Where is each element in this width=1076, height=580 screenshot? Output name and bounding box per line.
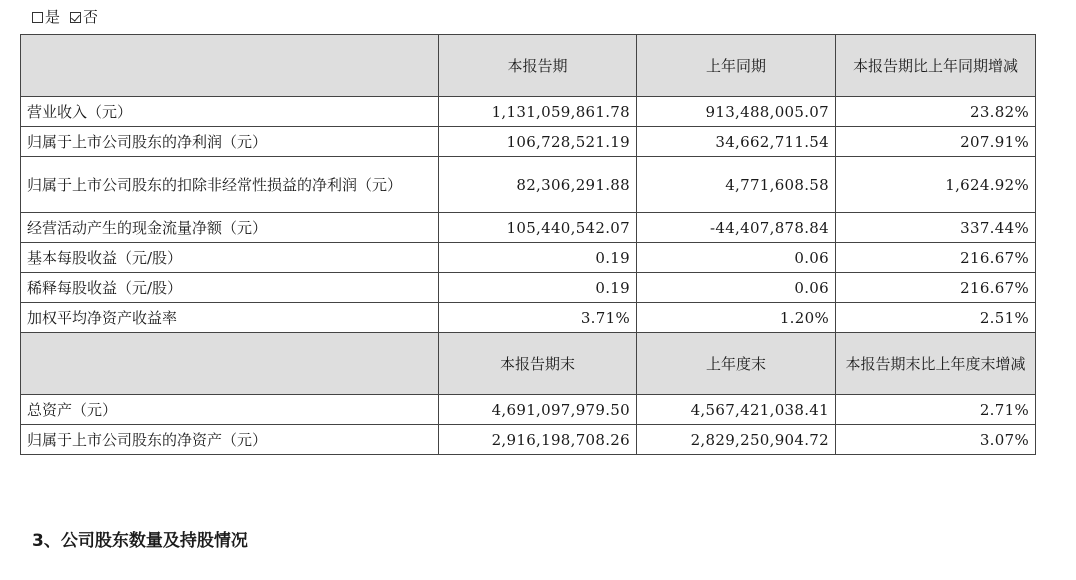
header-prior-year-end: 上年度末 [637, 333, 836, 395]
table-row [21, 273, 1036, 303]
current-value: 2,916,198,708.26 [439, 425, 637, 455]
current-value: 4,691,097,979.50 [439, 395, 637, 425]
table-row [21, 127, 1036, 157]
current-value: 3.71% [439, 303, 637, 333]
current-value: 106,728,521.19 [439, 127, 637, 157]
change-value: 216.67% [836, 243, 1036, 273]
no-checkbox-checked-icon[interactable] [70, 12, 81, 23]
current-value: 0.19 [439, 243, 637, 273]
period-header-row [21, 35, 1036, 97]
row-label: 归属于上市公司股东的净资产（元） [21, 425, 439, 455]
change-value: 1,624.92% [836, 157, 1036, 213]
table-row [21, 97, 1036, 127]
row-label: 基本每股收益（元/股） [21, 243, 439, 273]
prior-value: 913,488,005.07 [637, 97, 836, 127]
prior-value: 0.06 [637, 243, 836, 273]
prior-value: -44,407,878.84 [637, 213, 836, 243]
header-blank-cell [21, 35, 439, 97]
table-row [21, 213, 1036, 243]
yes-checkbox-icon[interactable] [32, 12, 43, 23]
section-heading: 3、公司股东数量及持股情况 [32, 531, 248, 551]
change-value: 207.91% [836, 127, 1036, 157]
row-label: 营业收入（元） [21, 97, 439, 127]
table-row [21, 157, 1036, 213]
table-row [21, 425, 1036, 455]
header-current-period-end: 本报告期末 [439, 333, 637, 395]
table-row [21, 303, 1036, 333]
prior-value: 4,567,421,038.41 [637, 395, 836, 425]
change-value: 23.82% [836, 97, 1036, 127]
table-row [21, 243, 1036, 273]
row-label: 归属于上市公司股东的扣除非经常性损益的净利润（元） [21, 157, 439, 213]
change-value: 3.07% [836, 425, 1036, 455]
row-label: 经营活动产生的现金流量净额（元） [21, 213, 439, 243]
current-value: 0.19 [439, 273, 637, 303]
period-end-header-row [21, 333, 1036, 395]
yes-option[interactable] [32, 7, 60, 27]
change-value: 216.67% [836, 273, 1036, 303]
header-period-change: 本报告期比上年同期增减 [836, 35, 1036, 97]
header-current-period: 本报告期 [439, 35, 637, 97]
header-period-end-change: 本报告期末比上年度末增减 [836, 333, 1036, 395]
current-value: 1,131,059,861.78 [439, 97, 637, 127]
change-value: 337.44% [836, 213, 1036, 243]
yes-no-checkbox-row [32, 7, 104, 27]
prior-value: 2,829,250,904.72 [637, 425, 836, 455]
header-prior-period: 上年同期 [637, 35, 836, 97]
change-value: 2.71% [836, 395, 1036, 425]
header-blank-cell [21, 333, 439, 395]
row-label: 稀释每股收益（元/股） [21, 273, 439, 303]
current-value: 105,440,542.07 [439, 213, 637, 243]
row-label: 加权平均净资产收益率 [21, 303, 439, 333]
no-label: 否 [83, 8, 99, 26]
change-value: 2.51% [836, 303, 1036, 333]
no-option[interactable] [70, 7, 98, 27]
prior-value: 1.20% [637, 303, 836, 333]
table-row [21, 395, 1036, 425]
prior-value: 4,771,608.58 [637, 157, 836, 213]
row-label: 归属于上市公司股东的净利润（元） [21, 127, 439, 157]
current-value: 82,306,291.88 [439, 157, 637, 213]
financial-data-table [20, 34, 1036, 455]
prior-value: 0.06 [637, 273, 836, 303]
row-label: 总资产（元） [21, 395, 439, 425]
prior-value: 34,662,711.54 [637, 127, 836, 157]
yes-label: 是 [45, 8, 61, 26]
